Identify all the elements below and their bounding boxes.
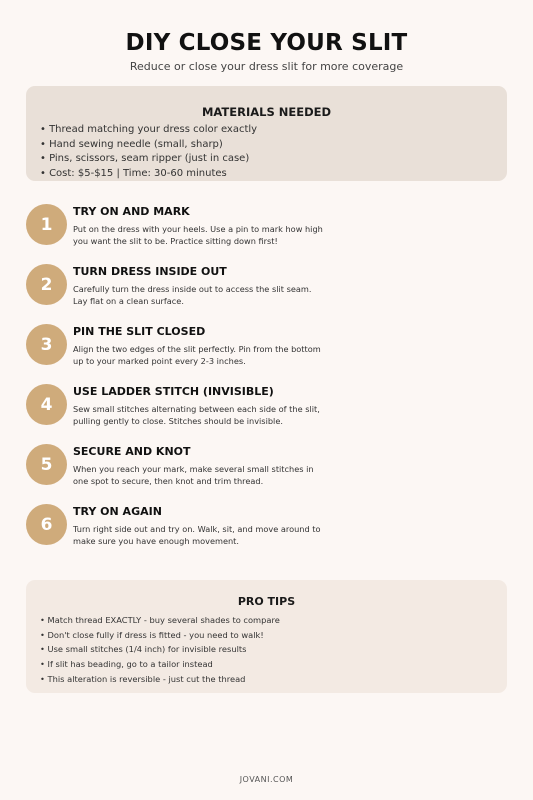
- step-title: PIN THE SLIT CLOSED: [73, 325, 206, 338]
- step-number-badge: 2: [26, 264, 67, 305]
- step-title: SECURE AND KNOT: [73, 445, 191, 458]
- step-1: [26, 204, 486, 256]
- step-description: When you reach your mark, make several small stitches in one spot to secure, then knot and trim thread.: [73, 464, 314, 487]
- step-description: Turn right side out and try on. Walk, sit, and move around to make sure you have enough movement.: [73, 524, 321, 547]
- tips-list: [40, 613, 280, 687]
- footer-brand: JOVANI.COM: [239, 775, 294, 784]
- step-title: TRY ON AGAIN: [73, 505, 162, 518]
- materials-item: • Thread matching your dress color exactly: [40, 124, 258, 135]
- step-4: [26, 384, 486, 436]
- materials-list: [40, 123, 257, 181]
- tip-item: • Use small stitches (1/4 inch) for invisible results: [40, 644, 247, 655]
- materials-item: • Hand sewing needle (small, sharp): [40, 138, 223, 150]
- tip-item: • Don't close fully if dress is fitted - you need to walk!: [40, 629, 264, 640]
- step-2: [26, 264, 486, 316]
- step-number-badge: 3: [26, 324, 67, 365]
- page-subtitle: Reduce or close your dress slit for more coverage: [129, 60, 404, 73]
- page-title: DIY CLOSE YOUR SLIT: [125, 30, 408, 56]
- step-6: [26, 504, 486, 556]
- tip-item: • This alteration is reversible - just cut the thread: [40, 673, 246, 684]
- step-title: TURN DRESS INSIDE OUT: [73, 265, 227, 278]
- materials-item: • Cost: $5-$15 | Time: 30-60 minutes: [40, 167, 227, 179]
- step-description: Align the two edges of the slit perfectly. Pin from the bottom up to your marked point every 2-3 inches.: [73, 344, 321, 367]
- tip-item: • If slit has beading, go to a tailor instead: [40, 659, 213, 670]
- materials-item: • Pins, scissors, seam ripper (just in case): [40, 153, 250, 165]
- step-description: Sew small stitches alternating between each side of the slit, pulling gently to close. Stitches should be invisible.: [73, 404, 320, 427]
- step-description: Put on the dress with your heels. Use a pin to mark how high you want the slit to be. Practice sitting down first!: [73, 224, 323, 247]
- step-description: Carefully turn the dress inside out to access the slit seam. Lay flat on a clean surface.: [73, 284, 312, 307]
- tip-item: • Match thread EXACTLY - buy several shades to compare: [40, 615, 280, 625]
- step-title: USE LADDER STITCH (INVISIBLE): [73, 385, 274, 398]
- step-5: [26, 444, 486, 496]
- materials-box: [26, 86, 507, 181]
- materials-heading: MATERIALS NEEDED: [201, 105, 332, 119]
- step-number-badge: 1: [26, 204, 67, 245]
- step-number-badge: 6: [26, 504, 67, 545]
- step-3: [26, 324, 486, 376]
- step-title: TRY ON AND MARK: [73, 205, 190, 218]
- step-number-badge: 5: [26, 444, 67, 485]
- tips-heading: PRO TIPS: [237, 595, 296, 608]
- step-number-badge: 4: [26, 384, 67, 425]
- pro-tips-box: [26, 580, 507, 693]
